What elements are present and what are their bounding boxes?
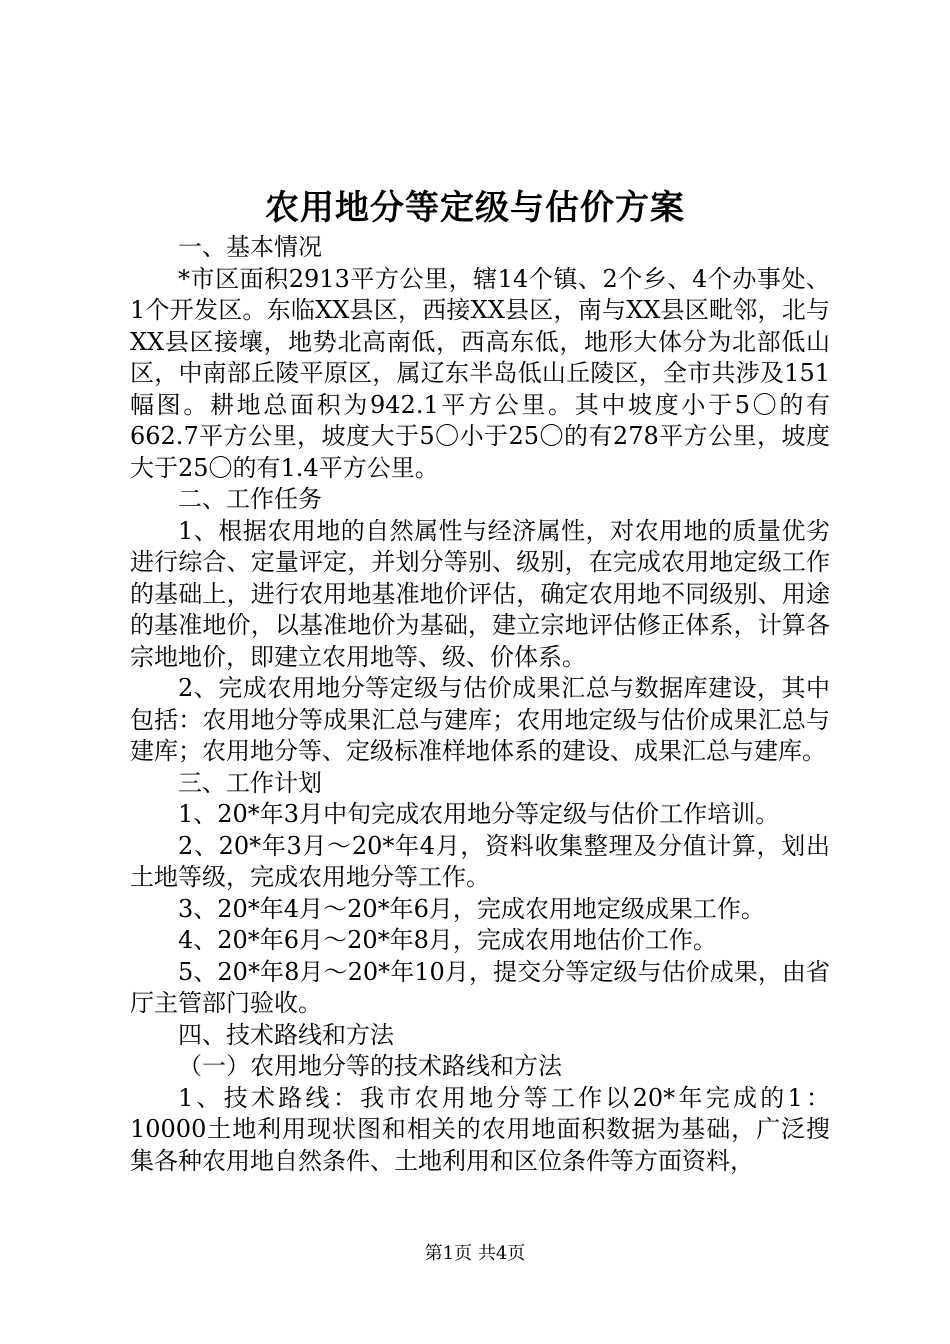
paragraph-plan-2: 2、20*年3月～20*年4月，资料收集整理及分值计算，划出土地等级，完成农用地分等工作。 (130, 831, 830, 891)
paragraph-plan-3: 3、20*年4月～20*年6月，完成农用地定级成果工作。 (178, 894, 765, 923)
paragraph-plan-5: 5、20*年8月～20*年10月，提交分等定级与估价成果，由省厅主管部门验收。 (130, 957, 830, 1017)
section-heading-tasks: 二、工作任务 (178, 485, 322, 513)
paragraph-task-2: 2、完成农用地分等定级与估价成果汇总与数据库建设，其中包括：农用地分等成果汇总与建库；农用地定级与估价成果汇总与建库；农用地分等、定级标准样地体系的建设、成果汇总与建库。 (130, 674, 830, 765)
document-body (130, 232, 830, 1177)
section-heading-plan: 三、工作计划 (178, 768, 322, 797)
document-title: 农用地分等定级与估价方案 (265, 188, 685, 228)
section-heading-basic-info: 一、基本情况 (178, 233, 322, 261)
paragraph-technical-route: 1、技术路线：我市农用地分等工作以20*年完成的1：10000土地利用现状图和相关的农用地面积数据为基础，广泛搜集各种农用地自然条件、土地利用和区位条件等方面资料， (130, 1083, 830, 1175)
paragraph-plan-1: 1、20*年3月中旬完成农用地分等定级与估价工作培训。 (178, 800, 780, 828)
paragraph-basic-info: *市区面积2913平方公里，辖14个镇、2个乡、4个办事处、1个开发区。东临XX县区，西接XX县区，南与XX县区毗邻，北与XX县区接壤，地势北高南低，西高东低，地形大体分为北部低山区，中南部丘陵平原区，属辽东半岛低山丘陵区，全市共涉及151幅图。耕地总面积为942.1平方公里。其中坡度小于5〇的有662.7平方公里，坡度大于5〇小于25〇的有278平方公里，坡度大于25〇的有1.4平方公里。 (130, 264, 830, 482)
paragraph-plan-4: 4、20*年6月～20*年8月，完成农用地估价工作。 (178, 926, 717, 954)
paragraph-task-1: 1、根据农用地的自然属性与经济属性，对农用地的质量优劣进行综合、定量评定，并划分等别、级别，在完成农用地定级工作的基础上，进行农用地基准地价评估，确定农用地不同级别、用途的基准地价，以基准地价为基础，建立宗地评估修正体系，计算各宗地地价，即建立农用地等、级、价体系。 (130, 516, 830, 671)
subsection-heading-grading: （一）农用地分等的技术路线和方法 (178, 1052, 562, 1080)
section-heading-methods: 四、技术路线和方法 (178, 1020, 394, 1049)
page-number-footer: 第1页 共4页 (424, 1243, 526, 1264)
